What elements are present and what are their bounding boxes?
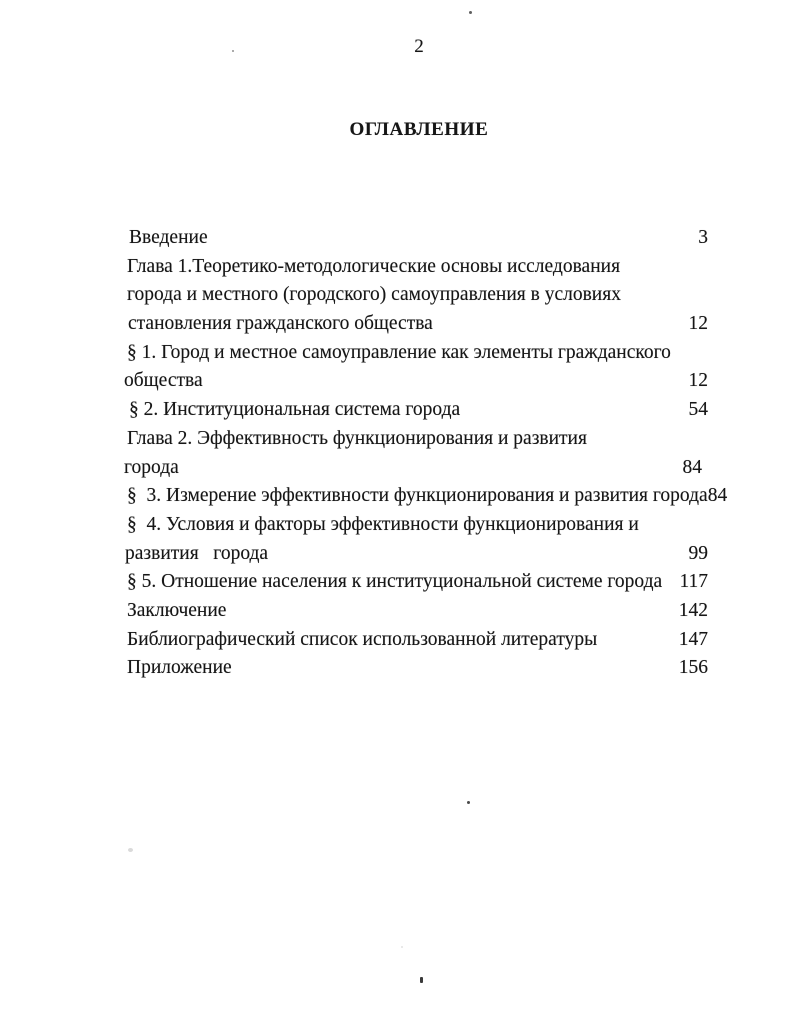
toc-title: ОГЛАВЛЕНИЕ bbox=[349, 119, 489, 140]
toc-entry bbox=[127, 540, 711, 569]
toc-entry-page-number: 142 bbox=[678, 599, 708, 621]
toc-entry bbox=[127, 339, 711, 368]
scan-speck bbox=[420, 977, 423, 983]
toc-entry-text: города bbox=[124, 456, 179, 478]
toc-entry-page-number: 3 bbox=[698, 227, 708, 248]
toc-entry-page-number: 54 bbox=[688, 399, 708, 421]
toc-entry bbox=[127, 310, 711, 339]
toc-entry bbox=[127, 511, 711, 540]
toc-entry-text: § 4. Условия и факторы эффективности функционирования и bbox=[127, 513, 639, 535]
toc-entry-text: Глава 2. Эффективность функционирования и развития bbox=[127, 427, 587, 449]
scan-speck bbox=[401, 946, 403, 948]
scan-speck bbox=[467, 801, 470, 804]
scan-speck bbox=[128, 848, 133, 852]
toc-entry bbox=[127, 425, 711, 454]
toc-entry bbox=[127, 482, 728, 511]
toc-list bbox=[124, 224, 728, 683]
toc-entry-text: § 1. Город и местное самоуправление как элементы гражданского bbox=[127, 341, 671, 363]
toc-entry bbox=[127, 654, 711, 683]
toc-entry-text: § 2. Институциональная система города bbox=[129, 399, 461, 421]
toc-entry-text: становления гражданского общества bbox=[128, 313, 433, 335]
toc-entry bbox=[127, 253, 711, 282]
toc-entry-text: Глава 1.Теоретико-методологические основы исследования bbox=[127, 255, 621, 277]
toc-entry bbox=[127, 568, 711, 597]
toc-entry-page-number: 84 bbox=[707, 485, 728, 507]
toc-entry-page-number: 156 bbox=[678, 657, 708, 679]
toc-entry-text: § 3. Измерение эффективности функционирования и развития города bbox=[127, 485, 708, 507]
toc-entry-page-number: 84 bbox=[682, 456, 702, 478]
toc-entry-page-number: 99 bbox=[688, 542, 708, 564]
page-number: 2 bbox=[414, 36, 424, 57]
toc-entry-page-number: 117 bbox=[679, 571, 708, 593]
toc-entry-page-number: 147 bbox=[678, 628, 708, 650]
toc-entry-page-number: 12 bbox=[688, 370, 708, 392]
toc-entry-text: Введение bbox=[129, 227, 208, 248]
toc-entry bbox=[127, 396, 711, 425]
toc-entry-text: Библиографический список использованной литературы bbox=[127, 628, 598, 650]
toc-entry-text: города и местного (городского) самоуправления в условиях bbox=[127, 284, 621, 306]
toc-entry-text: § 5. Отношение населения к институциональной системе города bbox=[127, 571, 663, 593]
toc-entry bbox=[127, 281, 711, 310]
scan-speck bbox=[469, 11, 472, 14]
toc-entry bbox=[124, 367, 711, 396]
toc-entry-text: развития города bbox=[125, 542, 269, 564]
toc-entry bbox=[127, 626, 711, 655]
scan-speck bbox=[232, 50, 234, 52]
toc-entry bbox=[127, 224, 711, 253]
toc-entry bbox=[124, 454, 711, 483]
toc-entry-text: Заключение bbox=[127, 599, 227, 621]
toc-entry bbox=[127, 597, 711, 626]
toc-entry-page-number: 12 bbox=[688, 313, 708, 335]
toc-entry-text: Приложение bbox=[127, 657, 232, 679]
toc-entry-text: общества bbox=[124, 370, 203, 392]
